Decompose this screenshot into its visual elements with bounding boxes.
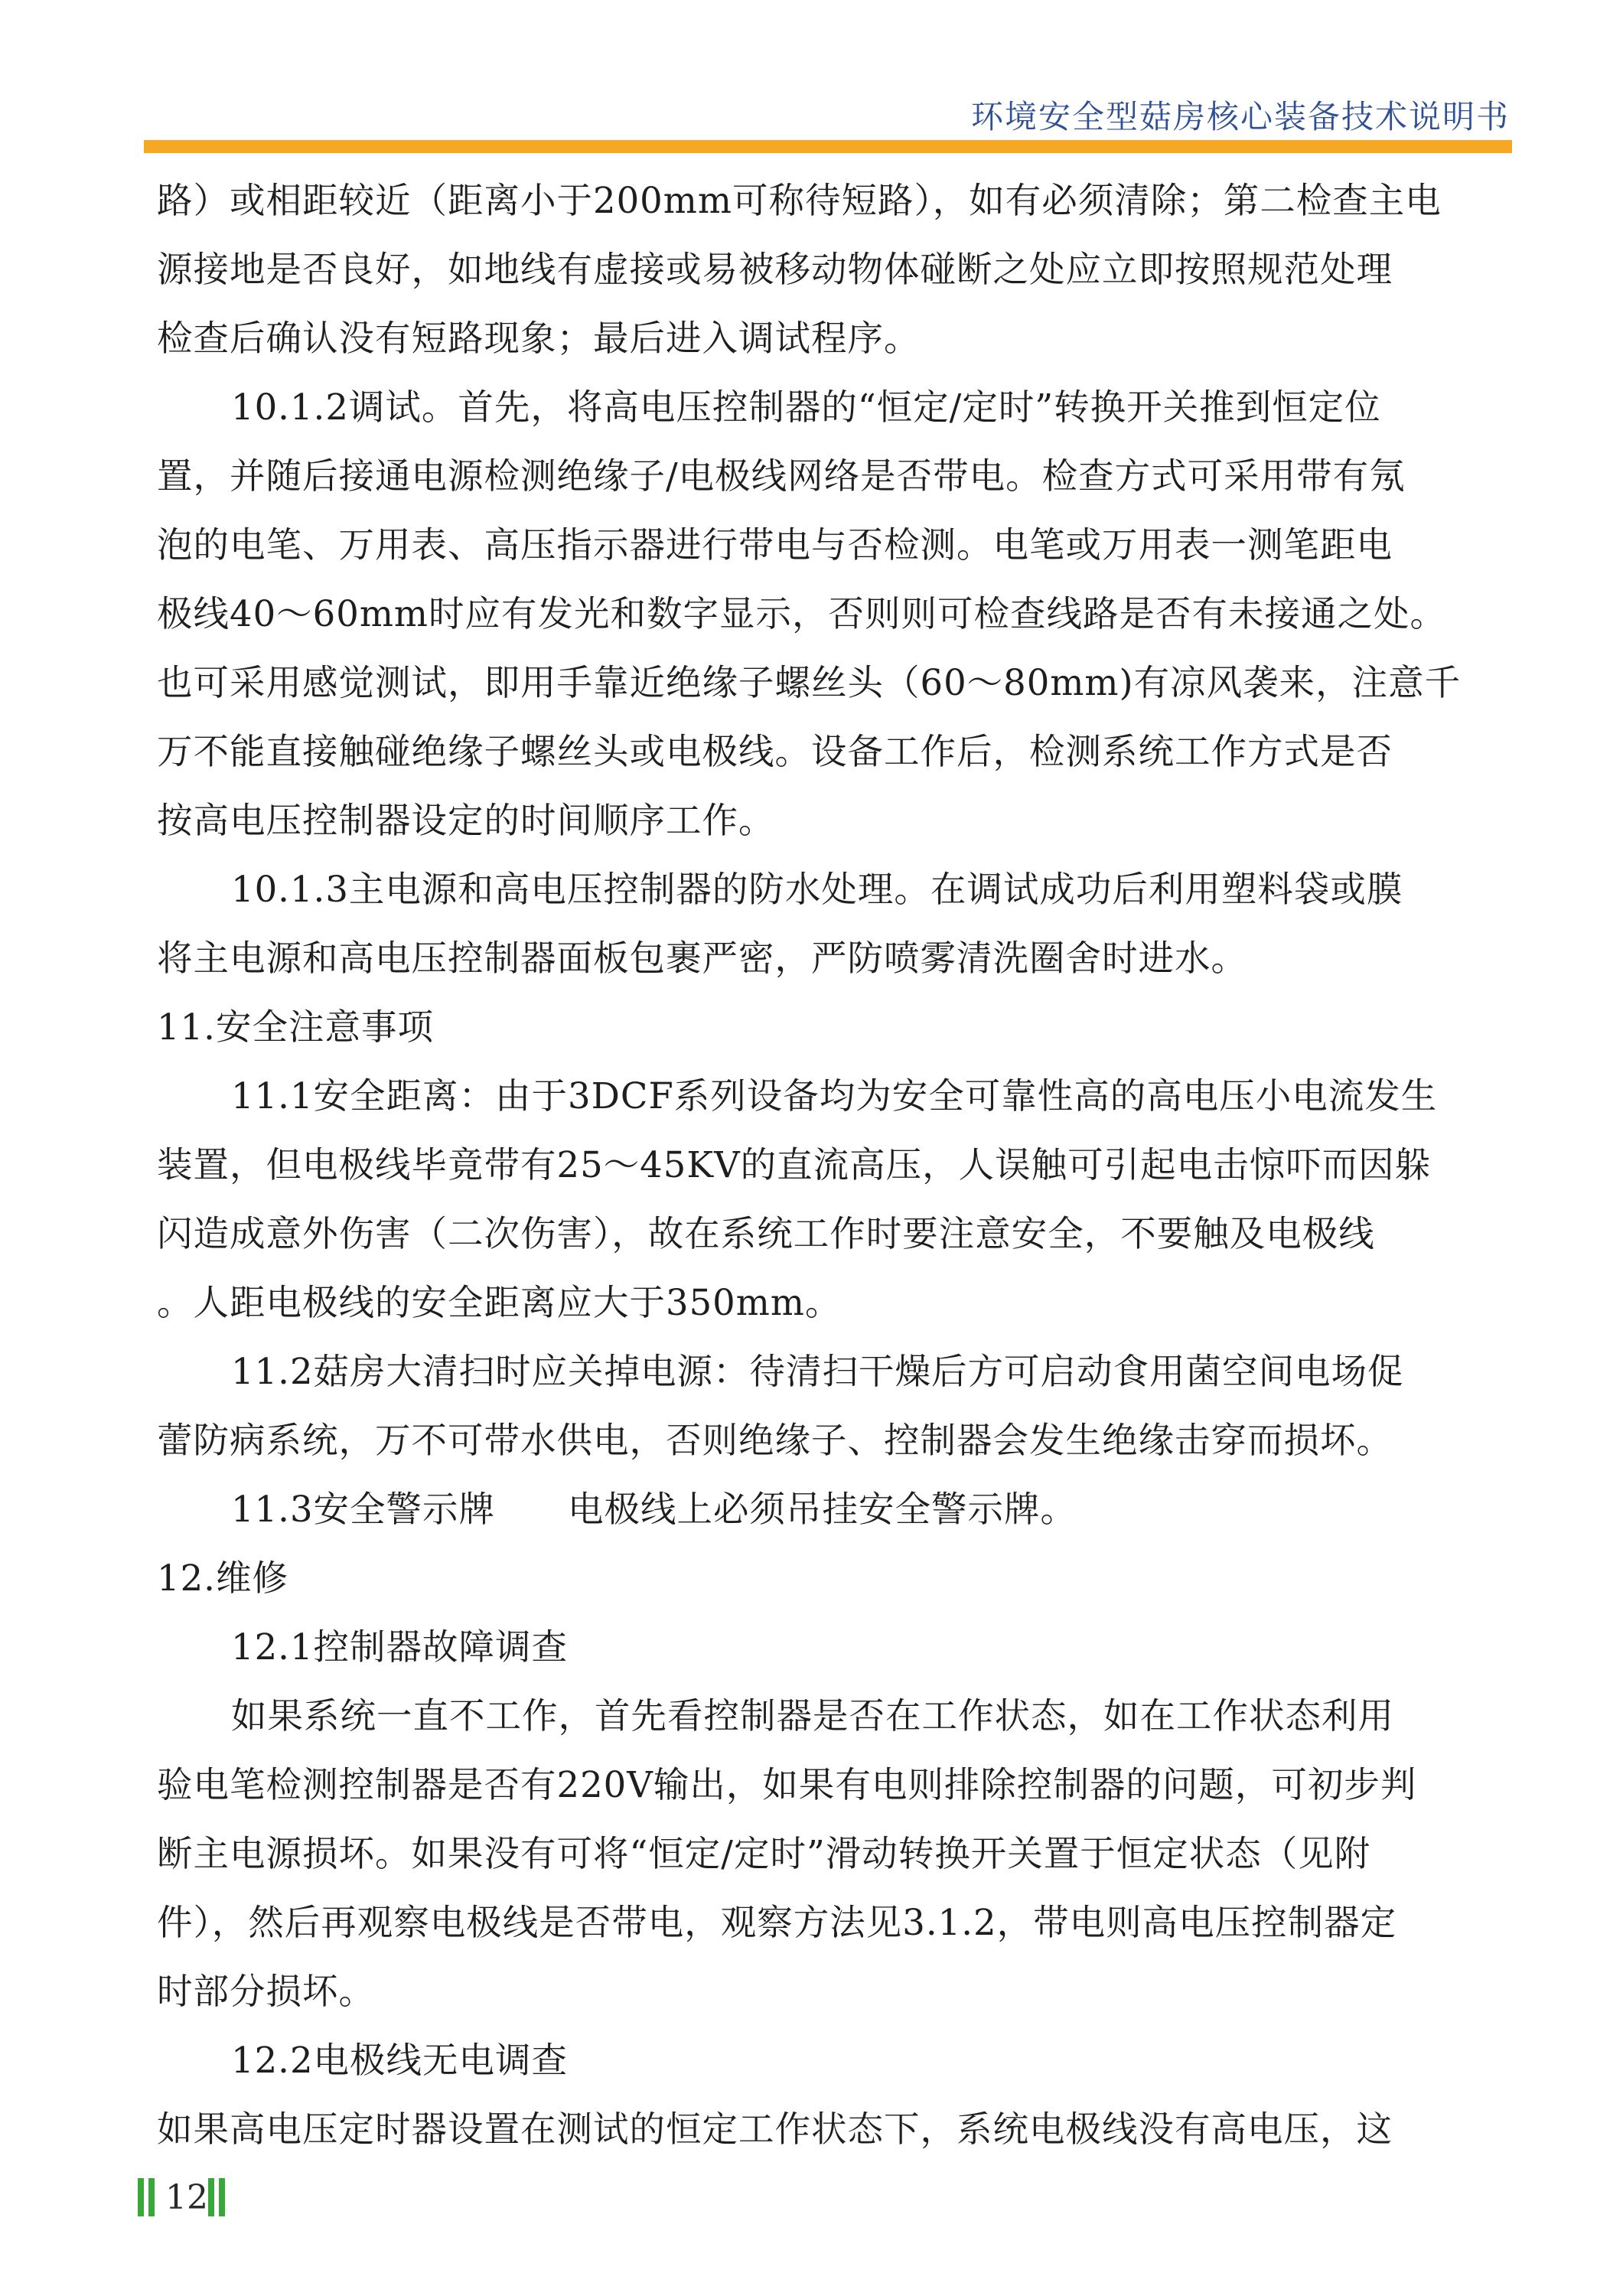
text-line: 源接地是否良好，如地线有虚接或易被移动物体碰断之处应立即按照规范处理 (157, 249, 1393, 290)
text-line: 泡的电笔、万用表、高压指示器进行带电与否检测。电笔或万用表一测笔距电 (157, 524, 1393, 566)
text-line: 路）或相距较近（距离小于200mm可称待短路），如有必须清除；第二检查主电 (157, 180, 1442, 221)
text-line: 。人距电极线的安全距离应大于350mm。 (157, 1282, 842, 1323)
subsection-heading: 12.2电极线无电调查 (231, 2040, 569, 2081)
text-line: 如果高电压定时器设置在测试的恒定工作状态下，系统电极线没有高电压，这 (157, 2108, 1393, 2150)
header-title: 环境安全型菇房核心装备技术说明书 (970, 98, 1510, 135)
text-line: 11.1安全距离：由于3DCF系列设备均为安全可靠性高的高电压小电流发生 (231, 1075, 1438, 1117)
subsection-heading: 12.1控制器故障调查 (231, 1626, 569, 1668)
text-line: 按高电压控制器设定的时间顺序工作。 (157, 800, 775, 841)
text-line: 10.1.2调试。首先，将高电压控制器的“恒定/定时”转换开关推到恒定位 (231, 386, 1381, 428)
text-line: 断主电源损坏。如果没有可将“恒定/定时”滑动转换开关置于恒定状态（见附 (157, 1833, 1371, 1874)
text-line: 将主电源和高电压控制器面板包裹严密，严防喷雾清洗圈舍时进水。 (157, 938, 1247, 979)
text-line: 蕾防病系统，万不可带水供电，否则绝缘子、控制器会发生绝缘击穿而损坏。 (157, 1420, 1393, 1461)
text-line: 验电笔检测控制器是否有220V输出，如果有电则排除控制器的问题，可初步判 (157, 1764, 1417, 1805)
text-line: 10.1.3主电源和高电压控制器的防水处理。在调试成功后利用塑料袋或膜 (231, 869, 1403, 910)
text-line: 极线40～60mm时应有发光和数字显示，否则则可检查线路是否有未接通之处。 (157, 593, 1447, 634)
text-line: 闪造成意外伤害（二次伤害），故在系统工作时要注意安全，不要触及电极线 (157, 1213, 1375, 1254)
page-number: 12 (165, 2178, 208, 2217)
text-line: 如果系统一直不工作，首先看控制器是否在工作状态，如在工作状态利用 (231, 1695, 1394, 1737)
section-heading: 12.维修 (157, 1557, 288, 1599)
section-heading: 11.安全注意事项 (157, 1006, 434, 1048)
text-line: 万不能直接触碰绝缘子螺丝头或电极线。设备工作后，检测系统工作方式是否 (157, 731, 1393, 772)
text-line: 件），然后再观察电极线是否带电，观察方法见3.1.2，带电则高电压控制器定 (157, 1902, 1397, 1943)
footer-bar-right-inner (219, 2178, 225, 2216)
text-line: 11.2菇房大清扫时应关掉电源：待清扫干燥后方可启动食用菌空间电场促 (231, 1351, 1404, 1392)
footer-bar-right (208, 2178, 214, 2216)
text-line: 装置，但电极线毕竟带有25～45KV的直流高压，人误触可引起电击惊吓而因躲 (157, 1144, 1432, 1186)
text-line: 置，并随后接通电源检测绝缘子/电极线网络是否带电。检查方式可采用带有氖 (157, 455, 1406, 497)
header-rule (144, 140, 1512, 153)
text-line: 11.3安全警示牌 电极线上必须吊挂安全警示牌。 (231, 1489, 1077, 1530)
text-line: 也可采用感觉测试，即用手靠近绝缘子螺丝头（60～80mm)有凉风袭来，注意千 (157, 662, 1462, 703)
text-line: 检查后确认没有短路现象；最后进入调试程序。 (157, 318, 921, 359)
footer-bar-left (138, 2178, 144, 2216)
footer-bar-left-inner (148, 2178, 155, 2216)
text-line: 时部分损坏。 (157, 1971, 375, 2012)
